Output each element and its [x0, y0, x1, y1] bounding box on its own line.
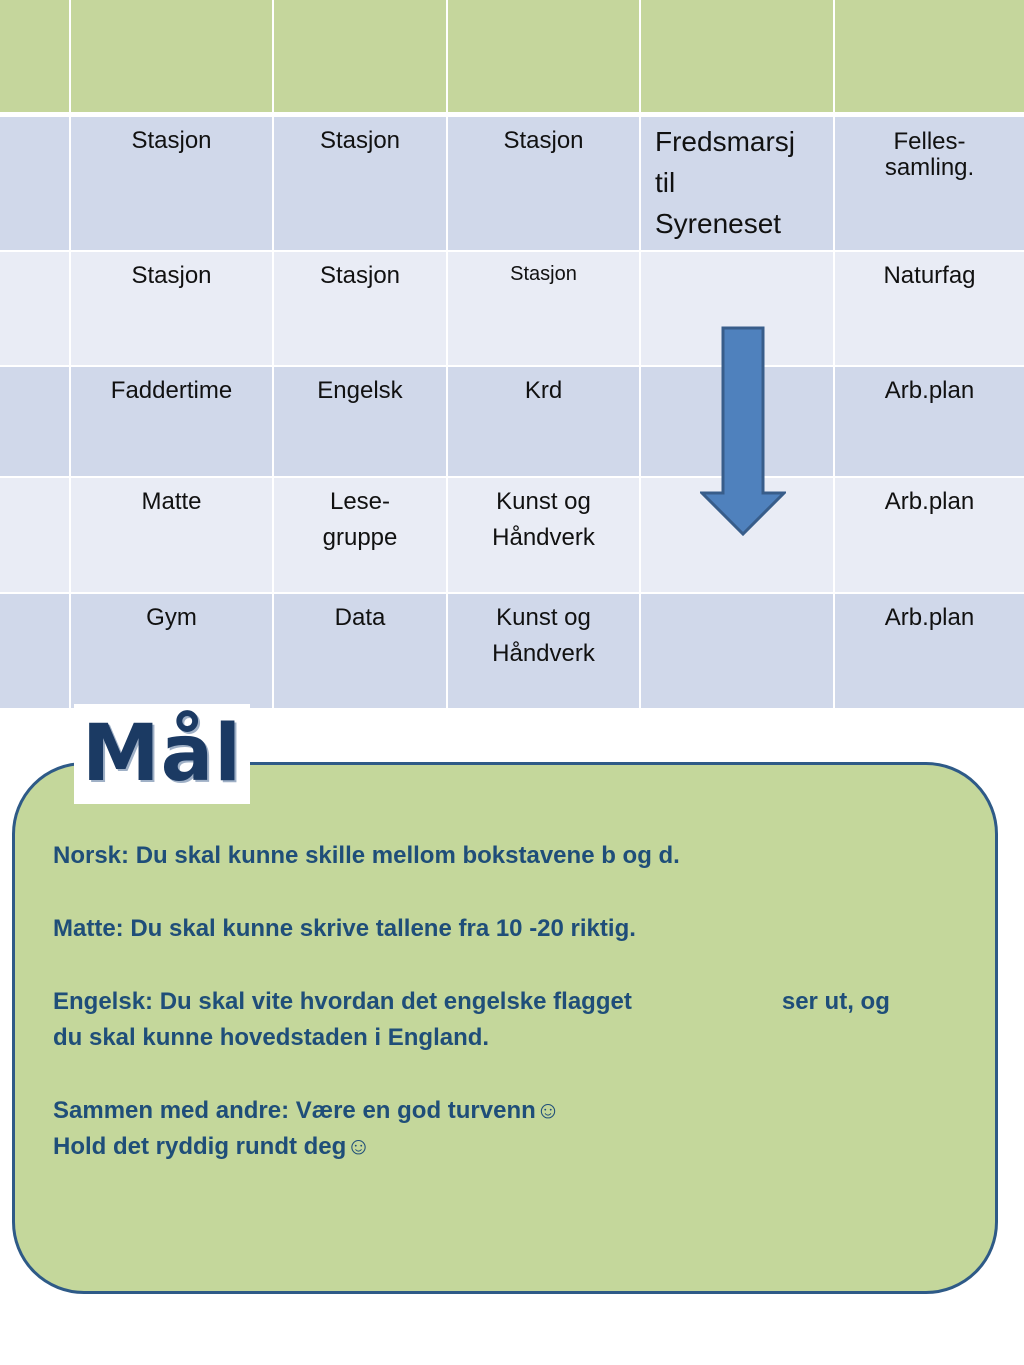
table-cell: Stasjon [448, 117, 641, 250]
goal-engelsk-part: ser ut, og [781, 988, 890, 1015]
cell-line: Felles- [893, 128, 966, 155]
table-cell: Stasjon [71, 252, 274, 365]
table-cell [0, 594, 71, 708]
cell-line: gruppe [322, 524, 398, 551]
table-cell: Faddertime [71, 367, 274, 476]
goal-engelsk [53, 984, 953, 1020]
table-cell [0, 252, 71, 365]
cell-line: Syreneset [655, 208, 782, 239]
table-cell: Arb.plan [884, 604, 975, 631]
table-cell [0, 367, 71, 476]
cell-line: til [655, 167, 676, 198]
table-cell: Naturfag [883, 262, 976, 289]
table-cell [0, 117, 71, 250]
table-row [0, 252, 1024, 365]
table-header-row [0, 0, 1024, 112]
goal-engelsk-part: Engelsk: Du skal vite hvordan det engelske flagget [53, 988, 632, 1015]
table-cell-kunst-og-handverk [448, 594, 641, 708]
table-cell-fredsmarsj [641, 117, 835, 250]
table-cell: Arb.plan [884, 377, 975, 404]
cell-line: Lese- [329, 488, 391, 515]
table-cell [0, 478, 71, 592]
arrow-down-icon [700, 326, 786, 536]
header-cell [71, 0, 274, 112]
cell-line: Håndverk [492, 524, 595, 551]
table-cell: Gym [71, 594, 274, 708]
goal-ryddig: Hold det ryddig rundt deg☺ [53, 1133, 371, 1160]
cell-line: Håndverk [492, 640, 595, 667]
table-cell: Matte [71, 478, 274, 592]
cell-line: Kunst og [496, 604, 591, 631]
header-cell [274, 0, 448, 112]
header-cell [835, 0, 1024, 112]
table-cell: Stasjon [71, 117, 274, 250]
goal-norsk: Norsk: Du skal kunne skille mellom bokstavene b og d. [53, 842, 680, 869]
goal-matte: Matte: Du skal kunne skrive tallene fra 10 -20 riktig. [53, 915, 636, 942]
table-row [0, 367, 1024, 476]
header-cell [448, 0, 641, 112]
table-cell: Stasjon [274, 117, 448, 250]
table-cell: Stasjon [448, 252, 641, 365]
table-cell: Krd [448, 367, 641, 476]
table-cell: Arb.plan [884, 488, 975, 515]
goal-sammen: Sammen med andre: Være en god turvenn☺ [53, 1097, 561, 1124]
cell-line: Kunst og [496, 488, 591, 515]
table-cell [641, 594, 835, 708]
table-row [0, 117, 1024, 250]
table-cell: Engelsk [274, 367, 448, 476]
header-cell [0, 0, 71, 112]
header-cell [641, 0, 835, 112]
cell-line: samling. [884, 154, 975, 181]
table-cell-lesegruppe [274, 478, 448, 592]
table-row [0, 594, 1024, 708]
table-cell-felles-samling [835, 117, 1024, 250]
table-cell-kunst-og-handverk [448, 478, 641, 592]
table-cell: Data [274, 594, 448, 708]
goals-title: Mål [74, 704, 250, 804]
cell-line: Fredsmarsj [655, 126, 796, 157]
table-cell: Stasjon [274, 252, 448, 365]
goal-engelsk-line2: du skal kunne hovedstaden i England. [53, 1024, 490, 1051]
table-row [0, 478, 1024, 592]
